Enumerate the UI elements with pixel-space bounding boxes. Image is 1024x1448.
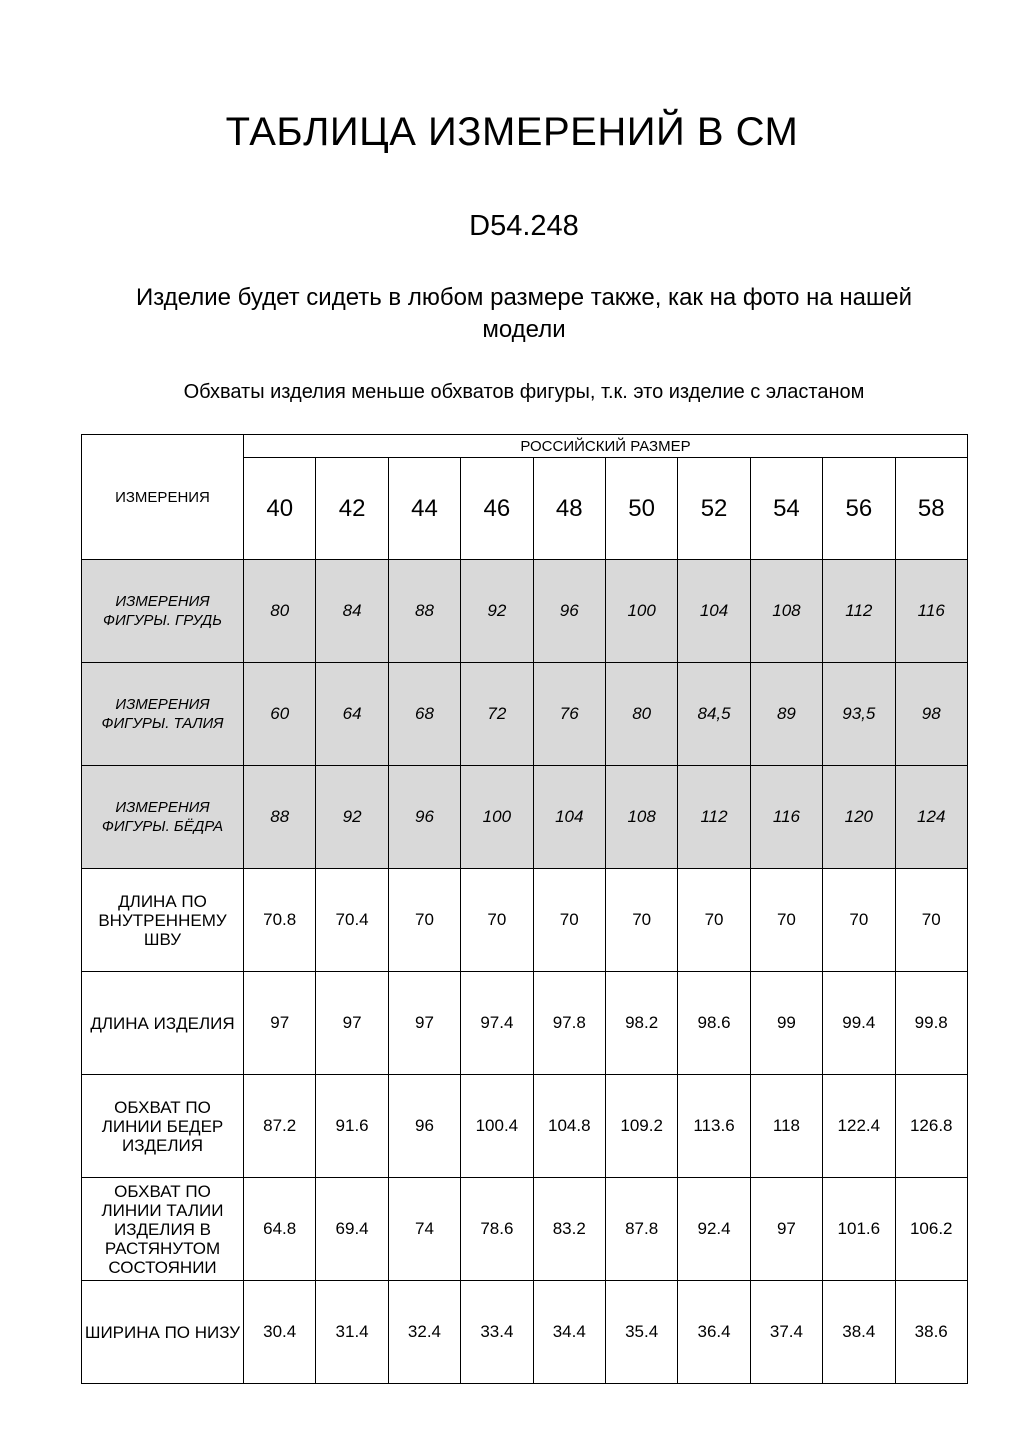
value-cell: 100.4 — [461, 1075, 533, 1178]
value-cell: 100 — [461, 766, 533, 869]
value-cell: 96 — [388, 766, 460, 869]
value-cell: 100 — [605, 560, 677, 663]
value-cell: 68 — [388, 663, 460, 766]
value-cell: 36.4 — [678, 1281, 750, 1384]
value-cell: 96 — [533, 560, 605, 663]
table-header-row — [82, 435, 968, 458]
value-cell: 97 — [750, 1178, 822, 1281]
fit-note: Изделие будет сидеть в любом размере также, как на фото на нашей модели — [135, 284, 913, 343]
value-cell: 72 — [461, 663, 533, 766]
value-cell: 70 — [678, 869, 750, 972]
value-cell: 32.4 — [388, 1281, 460, 1384]
value-cell: 109.2 — [605, 1075, 677, 1178]
value-cell: 93,5 — [823, 663, 895, 766]
row-label: ИЗМЕРЕНИЯ ФИГУРЫ. ГРУДЬ — [82, 560, 244, 663]
table-row — [82, 766, 968, 869]
value-cell: 60 — [244, 663, 316, 766]
value-cell: 31.4 — [316, 1281, 388, 1384]
value-cell: 70 — [461, 869, 533, 972]
value-cell: 99.4 — [823, 972, 895, 1075]
value-cell: 83.2 — [533, 1178, 605, 1281]
size-header-cell: 46 — [461, 458, 533, 560]
value-cell: 97 — [316, 972, 388, 1075]
article-number: D54.248 — [469, 210, 579, 242]
value-cell: 70 — [533, 869, 605, 972]
value-cell: 84,5 — [678, 663, 750, 766]
value-cell: 38.6 — [895, 1281, 967, 1384]
value-cell: 37.4 — [750, 1281, 822, 1384]
value-cell: 70 — [823, 869, 895, 972]
value-cell: 92 — [316, 766, 388, 869]
value-cell: 89 — [750, 663, 822, 766]
value-cell: 98.6 — [678, 972, 750, 1075]
table-row — [82, 1281, 968, 1384]
row-label: ОБХВАТ ПО ЛИНИИ БЕДЕР ИЗДЕЛИЯ — [82, 1075, 244, 1178]
value-cell: 97 — [244, 972, 316, 1075]
table-row — [82, 1075, 968, 1178]
row-label: ДЛИНА ПО ВНУТРЕННЕМУ ШВУ — [82, 869, 244, 972]
value-cell: 84 — [316, 560, 388, 663]
table-row — [82, 1178, 968, 1281]
group-header: РОССИЙСКИЙ РАЗМЕР — [244, 435, 968, 458]
row-label: ИЗМЕРЕНИЯ ФИГУРЫ. БЁДРА — [82, 766, 244, 869]
table-row — [82, 663, 968, 766]
value-cell: 70 — [388, 869, 460, 972]
value-cell: 113.6 — [678, 1075, 750, 1178]
value-cell: 97.4 — [461, 972, 533, 1075]
size-header-cell: 54 — [750, 458, 822, 560]
size-header-cell: 42 — [316, 458, 388, 560]
value-cell: 70.4 — [316, 869, 388, 972]
value-cell: 112 — [678, 766, 750, 869]
value-cell: 35.4 — [605, 1281, 677, 1384]
size-header-cell: 58 — [895, 458, 967, 560]
value-cell: 92 — [461, 560, 533, 663]
value-cell: 76 — [533, 663, 605, 766]
value-cell: 30.4 — [244, 1281, 316, 1384]
value-cell: 80 — [244, 560, 316, 663]
value-cell: 104.8 — [533, 1075, 605, 1178]
value-cell: 64.8 — [244, 1178, 316, 1281]
value-cell: 104 — [533, 766, 605, 869]
value-cell: 97 — [388, 972, 460, 1075]
value-cell: 70 — [750, 869, 822, 972]
corner-label: ИЗМЕРЕНИЯ — [82, 435, 244, 560]
value-cell: 116 — [750, 766, 822, 869]
value-cell: 108 — [750, 560, 822, 663]
value-cell: 88 — [388, 560, 460, 663]
value-cell: 99.8 — [895, 972, 967, 1075]
value-cell: 106.2 — [895, 1178, 967, 1281]
value-cell: 112 — [823, 560, 895, 663]
size-header-cell: 52 — [678, 458, 750, 560]
value-cell: 116 — [895, 560, 967, 663]
value-cell: 87.8 — [605, 1178, 677, 1281]
value-cell: 74 — [388, 1178, 460, 1281]
value-cell: 122.4 — [823, 1075, 895, 1178]
row-label: ИЗМЕРЕНИЯ ФИГУРЫ. ТАЛИЯ — [82, 663, 244, 766]
value-cell: 38.4 — [823, 1281, 895, 1384]
row-label: ДЛИНА ИЗДЕЛИЯ — [82, 972, 244, 1075]
value-cell: 33.4 — [461, 1281, 533, 1384]
table-row — [82, 560, 968, 663]
value-cell: 70.8 — [244, 869, 316, 972]
value-cell: 34.4 — [533, 1281, 605, 1384]
value-cell: 64 — [316, 663, 388, 766]
value-cell: 118 — [750, 1075, 822, 1178]
value-cell: 98.2 — [605, 972, 677, 1075]
value-cell: 101.6 — [823, 1178, 895, 1281]
table-row — [82, 869, 968, 972]
value-cell: 120 — [823, 766, 895, 869]
size-table — [81, 434, 968, 1384]
value-cell: 70 — [605, 869, 677, 972]
row-label: ШИРИНА ПО НИЗУ — [82, 1281, 244, 1384]
value-cell: 92.4 — [678, 1178, 750, 1281]
row-label: ОБХВАТ ПО ЛИНИИ ТАЛИИ ИЗДЕЛИЯ В РАСТЯНУТОМ СОСТОЯНИИ — [82, 1178, 244, 1281]
elastane-note: Обхваты изделия меньше обхватов фигуры, т.к. это изделие с эластаном — [183, 381, 865, 403]
value-cell: 108 — [605, 766, 677, 869]
size-header-cell: 40 — [244, 458, 316, 560]
value-cell: 69.4 — [316, 1178, 388, 1281]
value-cell: 96 — [388, 1075, 460, 1178]
value-cell: 70 — [895, 869, 967, 972]
table-body — [82, 560, 968, 1384]
value-cell: 88 — [244, 766, 316, 869]
value-cell: 91.6 — [316, 1075, 388, 1178]
value-cell: 99 — [750, 972, 822, 1075]
value-cell: 124 — [895, 766, 967, 869]
value-cell: 87.2 — [244, 1075, 316, 1178]
size-header-cell: 44 — [388, 458, 460, 560]
page-title: ТАБЛИЦА ИЗМЕРЕНИЙ В СМ — [225, 110, 799, 154]
size-header-cell: 48 — [533, 458, 605, 560]
value-cell: 78.6 — [461, 1178, 533, 1281]
value-cell: 126.8 — [895, 1075, 967, 1178]
table-row — [82, 972, 968, 1075]
value-cell: 97.8 — [533, 972, 605, 1075]
value-cell: 80 — [605, 663, 677, 766]
size-header-cell: 56 — [823, 458, 895, 560]
value-cell: 104 — [678, 560, 750, 663]
size-header-cell: 50 — [605, 458, 677, 560]
value-cell: 98 — [895, 663, 967, 766]
